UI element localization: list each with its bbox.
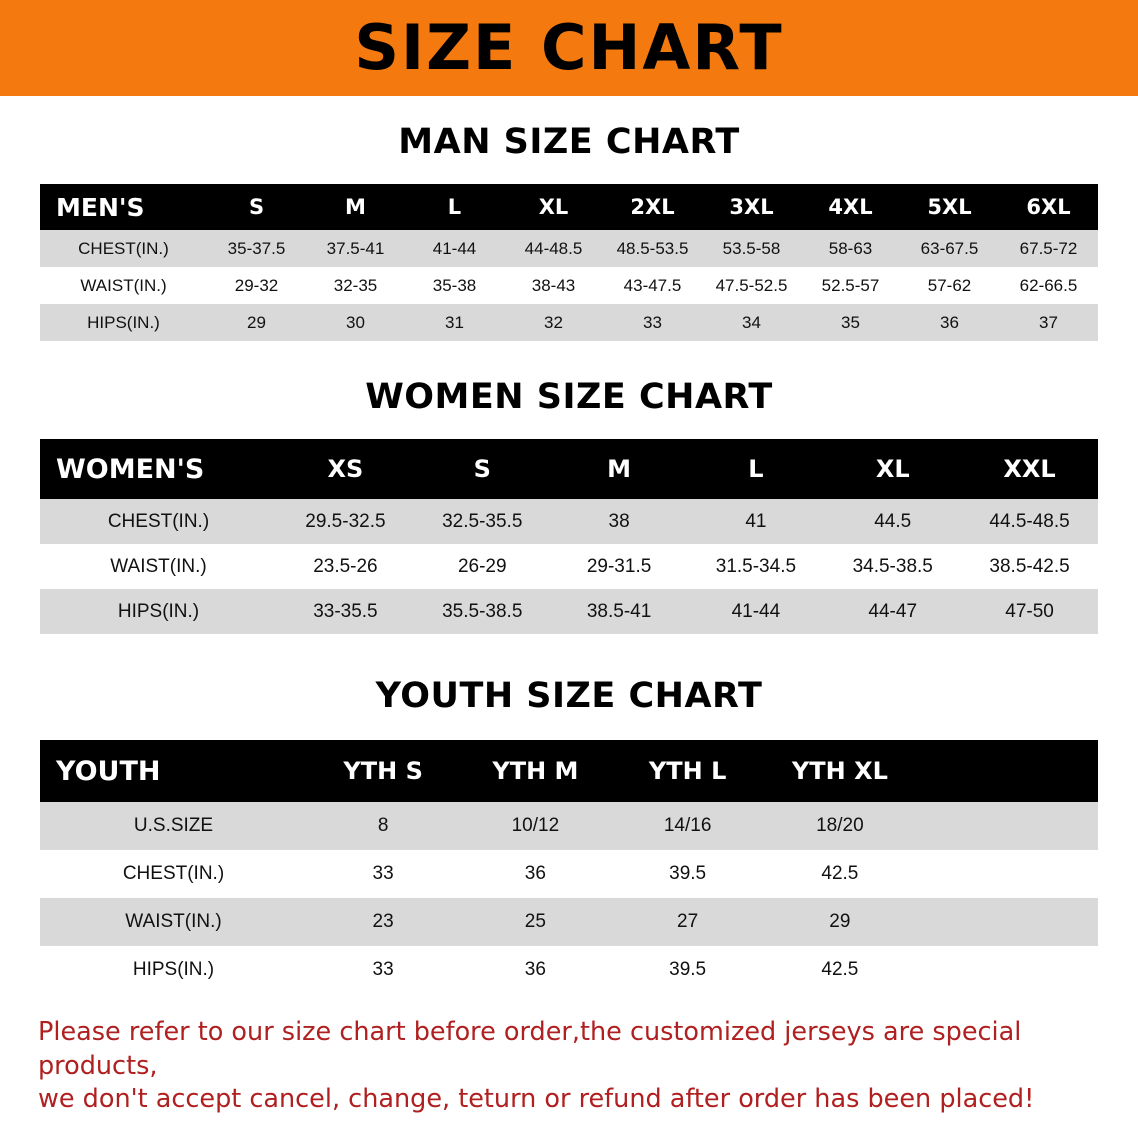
footer-note-line-1: Please refer to our size chart before order,the customized jerseys are special products, <box>38 1017 1022 1081</box>
cell-waist-xl: 38-43 <box>504 267 603 304</box>
header-cell-yth-l: YTH L <box>648 757 727 785</box>
cell-chest-m: 38 <box>551 499 688 544</box>
cell-waist-2xl: 43-47.5 <box>603 267 702 304</box>
cell-hips-2xl: 33 <box>603 304 702 341</box>
footer-note-line-2: we don't accept cancel, change, teturn or refund after order has been placed! <box>38 1084 1035 1115</box>
header-banner <box>0 0 1138 96</box>
cell-chest-m: 37.5-41 <box>306 230 405 267</box>
cell-hips-4xl: 35 <box>801 304 900 341</box>
header-cell-m: M <box>607 455 632 483</box>
header-cell-xl: XL <box>538 195 569 219</box>
table-header-row <box>40 184 1098 230</box>
table-header-row <box>40 740 1098 802</box>
cell-hips-l: 41-44 <box>687 589 824 634</box>
cell-chest-s: 32.5-35.5 <box>414 499 551 544</box>
cell-chest-xs: 29.5-32.5 <box>277 499 414 544</box>
header-cell-xxl: XXL <box>1003 455 1056 483</box>
cell-chest-yth-l: 39.5 <box>612 850 764 898</box>
header-cell-xl: XL <box>875 455 910 483</box>
header-cell-6xl: 6XL <box>1026 195 1071 219</box>
cell-hips-3xl: 34 <box>702 304 801 341</box>
cell-chest-4xl: 58-63 <box>801 230 900 267</box>
cell-hips-m: 30 <box>306 304 405 341</box>
cell-spacer <box>916 946 1098 994</box>
header-cell-men: MEN'S <box>56 192 145 222</box>
table-row <box>40 850 1098 898</box>
footer-note <box>38 1016 1100 1117</box>
cell-waist-4xl: 52.5-57 <box>801 267 900 304</box>
table-row <box>40 898 1098 946</box>
header-cell-spacer <box>916 740 1098 802</box>
cell-chest-l: 41-44 <box>405 230 504 267</box>
cell-hips-s: 29 <box>207 304 306 341</box>
man-section-title: MAN SIZE CHART <box>398 122 740 162</box>
table-row <box>40 544 1098 589</box>
cell-waist-l: 31.5-34.5 <box>687 544 824 589</box>
header-cell-3xl: 3XL <box>729 195 774 219</box>
header-cell-yth-m: YTH M <box>492 757 579 785</box>
youth-table-wrapper <box>40 740 1098 994</box>
cell-hips-m: 38.5-41 <box>551 589 688 634</box>
header-cell-s: S <box>473 455 491 483</box>
header-cell-womens: WOMEN'S <box>56 453 205 485</box>
cell-waist-yth-m: 25 <box>459 898 611 946</box>
cell-hips-l: 31 <box>405 304 504 341</box>
header-cell-yth-xl: YTH XL <box>791 757 888 785</box>
cell-waist-xs: 23.5-26 <box>277 544 414 589</box>
table-row <box>40 802 1098 850</box>
row-label-chest: CHEST(IN.) <box>40 850 307 898</box>
cell-chest-2xl: 48.5-53.5 <box>603 230 702 267</box>
table-row <box>40 589 1098 634</box>
row-label-chest: CHEST(IN.) <box>40 230 207 267</box>
cell-waist-yth-s: 23 <box>307 898 459 946</box>
header-cell-youth: YOUTH <box>56 755 161 787</box>
row-label-waist: WAIST(IN.) <box>40 898 307 946</box>
man-size-table <box>40 184 1098 341</box>
cell-waist-yth-l: 27 <box>612 898 764 946</box>
row-label-waist: WAIST(IN.) <box>40 544 277 589</box>
cell-waist-s: 26-29 <box>414 544 551 589</box>
cell-waist-xxl: 38.5-42.5 <box>961 544 1098 589</box>
row-label-chest: CHEST(IN.) <box>40 499 277 544</box>
cell-waist-m: 32-35 <box>306 267 405 304</box>
cell-hips-yth-xl: 42.5 <box>764 946 916 994</box>
women-size-table <box>40 439 1098 634</box>
cell-us-size-yth-l: 14/16 <box>612 802 764 850</box>
cell-hips-6xl: 37 <box>999 304 1098 341</box>
cell-spacer <box>916 898 1098 946</box>
cell-waist-6xl: 62-66.5 <box>999 267 1098 304</box>
cell-us-size-yth-m: 10/12 <box>459 802 611 850</box>
cell-chest-l: 41 <box>687 499 824 544</box>
cell-hips-5xl: 36 <box>900 304 999 341</box>
cell-chest-xl: 44.5 <box>824 499 961 544</box>
cell-chest-6xl: 67.5-72 <box>999 230 1098 267</box>
page-title: SIZE CHART <box>354 11 784 84</box>
row-label-hips: HIPS(IN.) <box>40 589 277 634</box>
cell-chest-5xl: 63-67.5 <box>900 230 999 267</box>
header-cell-s: S <box>248 195 265 219</box>
cell-hips-xl: 32 <box>504 304 603 341</box>
row-label-hips: HIPS(IN.) <box>40 946 307 994</box>
youth-section-title: YOUTH SIZE CHART <box>375 676 763 716</box>
table-row <box>40 946 1098 994</box>
cell-hips-yth-s: 33 <box>307 946 459 994</box>
cell-chest-yth-xl: 42.5 <box>764 850 916 898</box>
cell-waist-l: 35-38 <box>405 267 504 304</box>
cell-chest-xl: 44-48.5 <box>504 230 603 267</box>
row-label-us-size: U.S.SIZE <box>40 802 307 850</box>
cell-chest-3xl: 53.5-58 <box>702 230 801 267</box>
header-cell-2xl: 2XL <box>630 195 675 219</box>
cell-hips-s: 35.5-38.5 <box>414 589 551 634</box>
cell-hips-xl: 44-47 <box>824 589 961 634</box>
header-cell-4xl: 4XL <box>828 195 873 219</box>
header-cell-l: L <box>447 195 462 219</box>
cell-waist-yth-xl: 29 <box>764 898 916 946</box>
cell-waist-m: 29-31.5 <box>551 544 688 589</box>
row-label-waist: WAIST(IN.) <box>40 267 207 304</box>
header-cell-yth-s: YTH S <box>343 757 423 785</box>
table-row <box>40 499 1098 544</box>
cell-chest-s: 35-37.5 <box>207 230 306 267</box>
cell-waist-5xl: 57-62 <box>900 267 999 304</box>
cell-hips-xxl: 47-50 <box>961 589 1098 634</box>
cell-hips-xs: 33-35.5 <box>277 589 414 634</box>
header-cell-m: M <box>345 195 366 219</box>
header-cell-l: L <box>748 455 764 483</box>
man-table-wrapper <box>40 184 1098 341</box>
header-cell-5xl: 5XL <box>927 195 972 219</box>
cell-chest-yth-m: 36 <box>459 850 611 898</box>
cell-hips-yth-l: 39.5 <box>612 946 764 994</box>
header-cell-xs: XS <box>327 455 364 483</box>
cell-spacer <box>916 850 1098 898</box>
cell-us-size-yth-s: 8 <box>307 802 459 850</box>
cell-hips-yth-m: 36 <box>459 946 611 994</box>
cell-us-size-yth-xl: 18/20 <box>764 802 916 850</box>
table-row <box>40 267 1098 304</box>
women-section-title: WOMEN SIZE CHART <box>365 377 773 417</box>
women-table-wrapper <box>40 439 1098 634</box>
cell-waist-s: 29-32 <box>207 267 306 304</box>
cell-chest-xxl: 44.5-48.5 <box>961 499 1098 544</box>
table-row <box>40 230 1098 267</box>
cell-waist-3xl: 47.5-52.5 <box>702 267 801 304</box>
youth-size-table <box>40 740 1098 994</box>
cell-waist-xl: 34.5-38.5 <box>824 544 961 589</box>
table-row <box>40 304 1098 341</box>
cell-spacer <box>916 802 1098 850</box>
row-label-hips: HIPS(IN.) <box>40 304 207 341</box>
cell-chest-yth-s: 33 <box>307 850 459 898</box>
table-header-row <box>40 439 1098 499</box>
